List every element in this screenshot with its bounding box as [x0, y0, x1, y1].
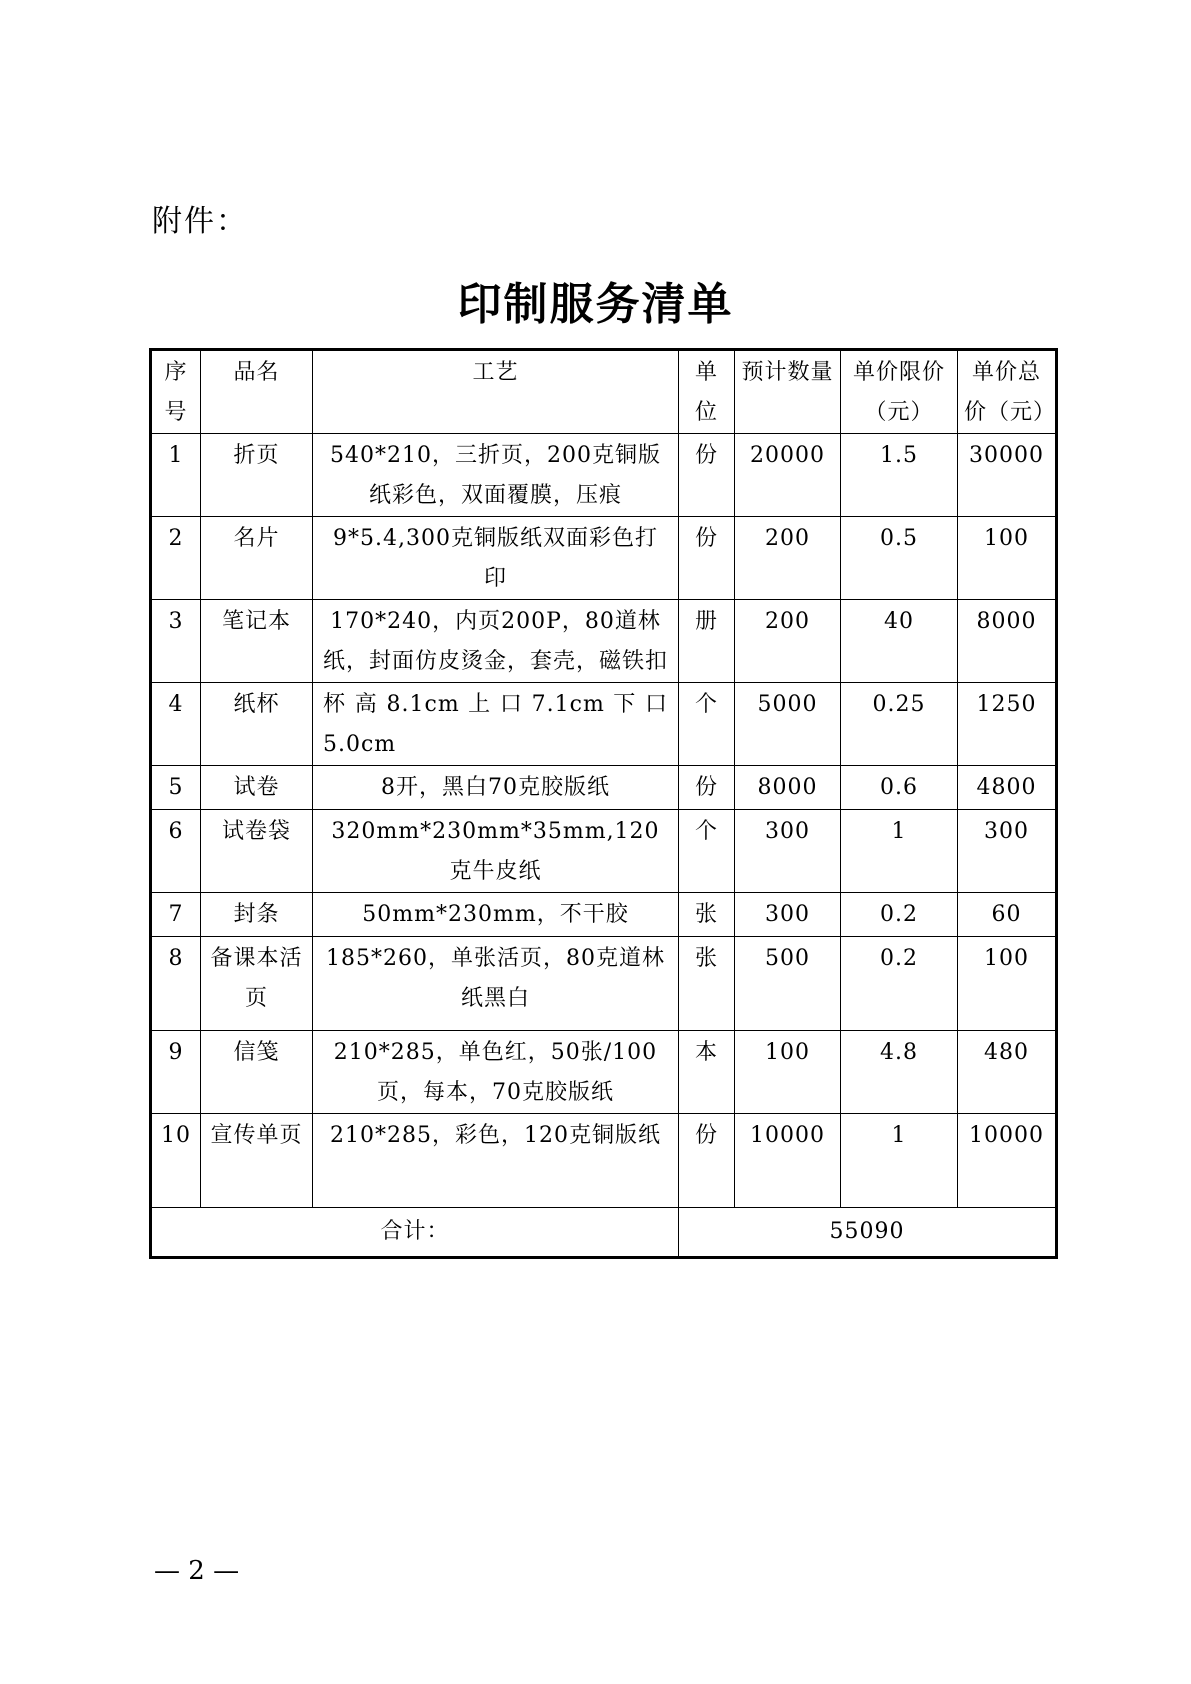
row-process: 185*260，单张活页，80克道林纸黑白 — [313, 937, 679, 1031]
table-row — [151, 683, 1057, 766]
row-name: 宣传单页 — [201, 1114, 313, 1208]
row-unit: 个 — [679, 683, 735, 766]
row-process: 540*210，三折页，200克铜版纸彩色，双面覆膜，压痕 — [313, 434, 679, 517]
row-total-price: 4800 — [958, 766, 1057, 810]
total-label: 合计： — [151, 1208, 679, 1258]
row-name: 信笺 — [201, 1031, 313, 1114]
total-value: 55090 — [679, 1208, 1057, 1258]
row-unit-price: 40 — [841, 600, 958, 683]
row-name: 折页 — [201, 434, 313, 517]
table-row — [151, 766, 1057, 810]
row-name: 封条 — [201, 893, 313, 937]
row-unit: 份 — [679, 517, 735, 600]
row-index: 7 — [151, 893, 201, 937]
header-total-price: 单价总价（元） — [958, 350, 1057, 434]
table-row — [151, 937, 1057, 1031]
row-unit-price: 1 — [841, 810, 958, 893]
row-index: 9 — [151, 1031, 201, 1114]
header-process: 工艺 — [313, 350, 679, 434]
row-unit: 份 — [679, 434, 735, 517]
table-row — [151, 1031, 1057, 1114]
table-header-row — [151, 350, 1057, 434]
header-unit-price: 单价限价（元） — [841, 350, 958, 434]
row-total-price: 100 — [958, 937, 1057, 1031]
row-unit: 张 — [679, 893, 735, 937]
row-unit: 份 — [679, 766, 735, 810]
total-row — [151, 1208, 1057, 1258]
row-total-price: 100 — [958, 517, 1057, 600]
row-index: 6 — [151, 810, 201, 893]
table-row — [151, 893, 1057, 937]
row-total-price: 60 — [958, 893, 1057, 937]
attachment-label: 附件： — [152, 204, 248, 239]
row-process: 杯 高 8.1cm 上 口 7.1cm 下 口 5.0cm — [313, 683, 679, 766]
row-unit-price: 1 — [841, 1114, 958, 1208]
row-quantity: 300 — [735, 810, 841, 893]
row-unit-price: 1.5 — [841, 434, 958, 517]
row-total-price: 480 — [958, 1031, 1057, 1114]
row-quantity: 200 — [735, 600, 841, 683]
row-process: 320mm*230mm*35mm,120克牛皮纸 — [313, 810, 679, 893]
row-quantity: 5000 — [735, 683, 841, 766]
row-unit: 个 — [679, 810, 735, 893]
row-unit-price: 4.8 — [841, 1031, 958, 1114]
row-index: 3 — [151, 600, 201, 683]
table-row — [151, 810, 1057, 893]
service-table — [149, 348, 1058, 1259]
row-quantity: 8000 — [735, 766, 841, 810]
row-quantity: 100 — [735, 1031, 841, 1114]
row-unit: 册 — [679, 600, 735, 683]
row-index: 10 — [151, 1114, 201, 1208]
row-index: 5 — [151, 766, 201, 810]
row-quantity: 300 — [735, 893, 841, 937]
row-process: 8开，黑白70克胶版纸 — [313, 766, 679, 810]
row-quantity: 10000 — [735, 1114, 841, 1208]
page-title: 印制服务清单 — [457, 279, 734, 330]
page-number: — 2 — — [154, 1556, 240, 1586]
table-row — [151, 517, 1057, 600]
row-index: 2 — [151, 517, 201, 600]
row-name: 纸杯 — [201, 683, 313, 766]
row-process: 210*285，单色红，50张/100页，每本，70克胶版纸 — [313, 1031, 679, 1114]
row-unit-price: 0.2 — [841, 893, 958, 937]
row-total-price: 30000 — [958, 434, 1057, 517]
table-row — [151, 1114, 1057, 1208]
row-index: 8 — [151, 937, 201, 1031]
row-process: 210*285，彩色，120克铜版纸 — [313, 1114, 679, 1208]
header-name: 品名 — [201, 350, 313, 434]
row-quantity: 200 — [735, 517, 841, 600]
header-unit: 单位 — [679, 350, 735, 434]
row-unit: 张 — [679, 937, 735, 1031]
row-index: 4 — [151, 683, 201, 766]
table-row — [151, 600, 1057, 683]
header-index: 序号 — [151, 350, 201, 434]
row-unit-price: 0.6 — [841, 766, 958, 810]
row-total-price: 300 — [958, 810, 1057, 893]
row-unit: 本 — [679, 1031, 735, 1114]
row-total-price: 1250 — [958, 683, 1057, 766]
table-row — [151, 434, 1057, 517]
row-name: 备课本活页 — [201, 937, 313, 1031]
row-process: 170*240，内页200P，80道林纸，封面仿皮烫金，套壳，磁铁扣 — [313, 600, 679, 683]
row-unit: 份 — [679, 1114, 735, 1208]
row-process: 9*5.4,300克铜版纸双面彩色打印 — [313, 517, 679, 600]
row-total-price: 8000 — [958, 600, 1057, 683]
row-unit-price: 0.25 — [841, 683, 958, 766]
row-index: 1 — [151, 434, 201, 517]
row-total-price: 10000 — [958, 1114, 1057, 1208]
row-unit-price: 0.5 — [841, 517, 958, 600]
header-quantity: 预计数量 — [735, 350, 841, 434]
row-name: 试卷 — [201, 766, 313, 810]
row-quantity: 500 — [735, 937, 841, 1031]
row-quantity: 20000 — [735, 434, 841, 517]
row-name: 笔记本 — [201, 600, 313, 683]
row-unit-price: 0.2 — [841, 937, 958, 1031]
row-name: 试卷袋 — [201, 810, 313, 893]
row-process: 50mm*230mm，不干胶 — [313, 893, 679, 937]
row-name: 名片 — [201, 517, 313, 600]
